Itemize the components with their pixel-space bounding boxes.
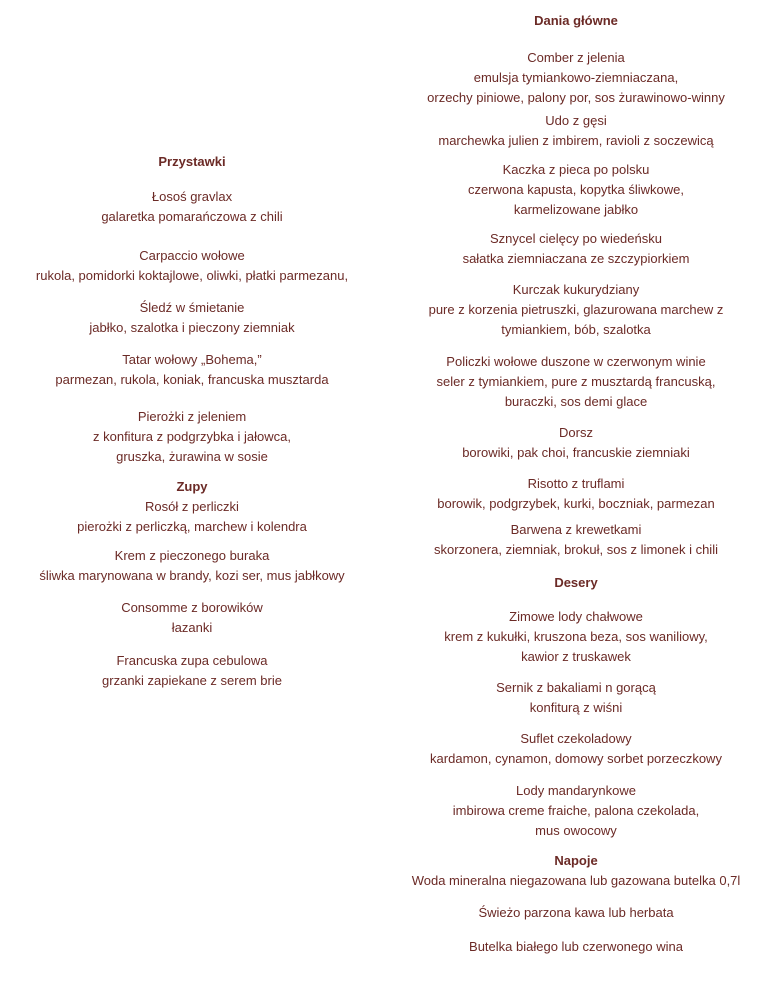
item-description: pierożki z perliczką, marchew i kolendra — [77, 519, 307, 534]
item-description: łazanki — [171, 620, 213, 635]
drinks-section — [384, 851, 768, 891]
item-description: konfiturą z wiśni — [529, 700, 623, 715]
item-name: Pierożki z jeleniem — [137, 409, 247, 424]
item-name: Carpaccio wołowe — [139, 248, 245, 263]
item-name: Udo z gęsi — [545, 113, 607, 128]
menu-item — [384, 781, 768, 841]
item-description: kardamon, cynamon, domowy sorbet porzeczkowy — [430, 751, 722, 766]
item-description: gruszka, żurawina w sosie — [116, 449, 268, 464]
item-name: Woda mineralna niegazowana lub gazowana butelka 0,7l — [411, 873, 741, 888]
menu-item — [384, 423, 768, 463]
item-name: Kaczka z pieca po polsku — [502, 162, 650, 177]
item-description: karmelizowane jabłko — [513, 202, 639, 217]
menu-item — [384, 520, 768, 560]
item-name: Francuska zupa cebulowa — [116, 653, 268, 668]
menu-item — [384, 474, 768, 514]
item-description: parmezan, rukola, koniak, francuska musztarda — [55, 372, 329, 387]
item-description: pure z korzenia pietruszki, glazurowana marchew z — [428, 302, 724, 317]
item-name: Comber z jelenia — [527, 50, 625, 65]
starters-heading: Przystawki — [158, 154, 226, 169]
item-description: seler z tymiankiem, pure z musztardą francuską, — [436, 374, 716, 389]
soups-heading: Zupy — [176, 479, 208, 494]
item-description: krem z kukułki, kruszona beza, sos waniliowy, — [444, 629, 708, 644]
item-name: Kurczak kukurydziany — [512, 282, 640, 297]
item-description: czerwona kapusta, kopytka śliwkowe, — [467, 182, 685, 197]
menu-item — [384, 280, 768, 340]
menu-item — [384, 729, 768, 769]
item-description: tymiankiem, bób, szalotka — [501, 322, 651, 337]
item-description: rukola, pomidorki koktajlowe, oliwki, płatki parmezanu, — [35, 268, 349, 283]
item-description: skorzonera, ziemniak, brokuł, sos z limonek i chili — [434, 542, 718, 557]
item-name: Lody mandarynkowe — [516, 783, 636, 798]
drinks-heading: Napoje — [554, 853, 598, 868]
item-description: z konfitura z podgrzybka i jałowca, — [93, 429, 291, 444]
menu-item — [384, 678, 768, 718]
item-name: Barwena z krewetkami — [510, 522, 642, 537]
menu-item — [384, 48, 768, 108]
item-description: buraczki, sos demi glace — [504, 394, 648, 409]
item-name: Suflet czekoladowy — [520, 731, 632, 746]
menu-item — [384, 352, 768, 412]
item-name: Świeżo parzona kawa lub herbata — [478, 905, 674, 920]
menu-item — [384, 160, 768, 220]
item-description: sałatka ziemniaczana ze szczypiorkiem — [462, 251, 690, 266]
item-description: borowik, podgrzybek, kurki, boczniak, parmezan — [437, 496, 715, 511]
item-name: Rosół z perliczki — [145, 499, 239, 514]
item-description: orzechy piniowe, palony por, sos żurawinowo-winny — [427, 90, 725, 105]
menu-item — [0, 651, 384, 691]
item-description: galaretka pomarańczowa z chili — [101, 209, 283, 224]
item-name: Łosoś gravlax — [151, 189, 233, 204]
item-name: Butelka białego lub czerwonego wina — [469, 939, 683, 954]
menu-item — [384, 607, 768, 667]
menu-item — [0, 350, 384, 390]
menu-item — [384, 937, 768, 957]
item-name: Sernik z bakaliami n gorącą — [496, 680, 656, 695]
item-description: imbirowa creme fraiche, palona czekolada, — [452, 803, 700, 818]
item-description: grzanki zapiekane z serem brie — [102, 673, 282, 688]
item-name: Zimowe lody chałwowe — [509, 609, 643, 624]
menu-item — [0, 407, 384, 467]
item-name: Tatar wołowy „Bohema,” — [122, 352, 262, 367]
item-description: śliwka marynowana w brandy, kozi ser, mus jabłkowy — [39, 568, 345, 583]
menu-item — [0, 546, 384, 586]
item-name: Sznycel cielęcy po wiedeńsku — [490, 231, 662, 246]
item-name: Consomme z borowików — [121, 600, 263, 615]
mains-heading: Dania główne — [534, 13, 618, 28]
item-description: borowiki, pak choi, francuskie ziemniaki — [462, 445, 690, 460]
menu-item — [0, 246, 384, 286]
menu-item — [0, 298, 384, 338]
item-description: jabłko, szalotka i pieczony ziemniak — [89, 320, 295, 335]
menu-item — [384, 903, 768, 923]
menu-item — [0, 187, 384, 227]
item-name: Policzki wołowe duszone w czerwonym winie — [446, 354, 706, 369]
item-description: marchewka julien z imbirem, ravioli z soczewicą — [438, 133, 714, 148]
item-name: Krem z pieczonego buraka — [114, 548, 270, 563]
menu-item — [0, 598, 384, 638]
menu-item — [384, 111, 768, 151]
item-description: emulsja tymiankowo-ziemniaczana, — [473, 70, 679, 85]
item-name: Śledź w śmietanie — [139, 300, 245, 315]
item-name: Dorsz — [559, 425, 593, 440]
item-name: Risotto z truflami — [527, 476, 625, 491]
menu-item — [384, 229, 768, 269]
item-description: kawior z truskawek — [521, 649, 631, 664]
desserts-heading: Desery — [554, 575, 598, 590]
item-description: mus owocowy — [535, 823, 617, 838]
soups-section — [0, 477, 384, 537]
